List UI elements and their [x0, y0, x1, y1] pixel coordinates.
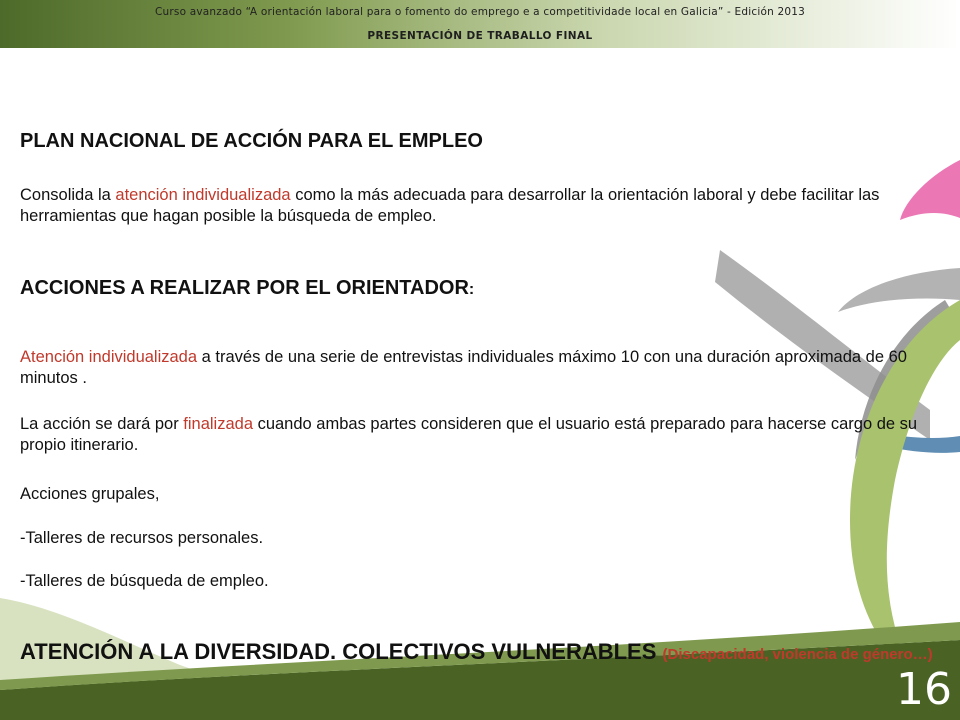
heading-atencion-diversidad: ATENCIÓN A LA DIVERSIDAD. COLECTIVOS VULNERABLES (Discapacidad, violencia de género…) [20, 639, 933, 664]
diversity-subtitle: (Discapacidad, violencia de género…) [662, 646, 933, 663]
paragraph-atencion-individualizada: Atención individualizada a través de una serie de entrevistas individuales máximo 10 con una duración aproximada de 60 minutos . [20, 348, 907, 387]
paragraph-plan-nacional: Consolida la atención individualizada como la más adecuada para desarrollar la orientación laboral y debe facilitar las herramientas que hagan posible la búsqueda de empleo. [20, 186, 880, 225]
list-item: -Talleres de búsqueda de empleo. [20, 572, 269, 590]
paragraph-finalizada: La acción se dará por finalizada cuando ambas partes consideren que el usuario está preparado para hacerse cargo de su propio itinerario. [20, 415, 918, 454]
heading-plan-nacional: PLAN NACIONAL DE ACCIÓN PARA EL EMPLEO [20, 130, 483, 152]
presentation-subtitle: PRESENTACIÓN DE TRABALLO FINAL [367, 30, 593, 42]
group-actions-label: Acciones grupales, [20, 485, 160, 503]
list-item: -Talleres de recursos personales. [20, 529, 264, 547]
highlight-finalizada: finalizada [183, 415, 253, 433]
course-title: Curso avanzado “A orientación laboral para o fomento do emprego e a competitividade local en Galicia” - Edición 2013 [155, 6, 805, 18]
heading-acciones-orientador: ACCIONES A REALIZAR POR EL ORIENTADOR: [20, 277, 475, 299]
highlight-atencion-2: Atención individualizada [20, 348, 198, 366]
page-number: 16 [896, 664, 952, 715]
highlight-atencion: atención individualizada [115, 186, 291, 204]
